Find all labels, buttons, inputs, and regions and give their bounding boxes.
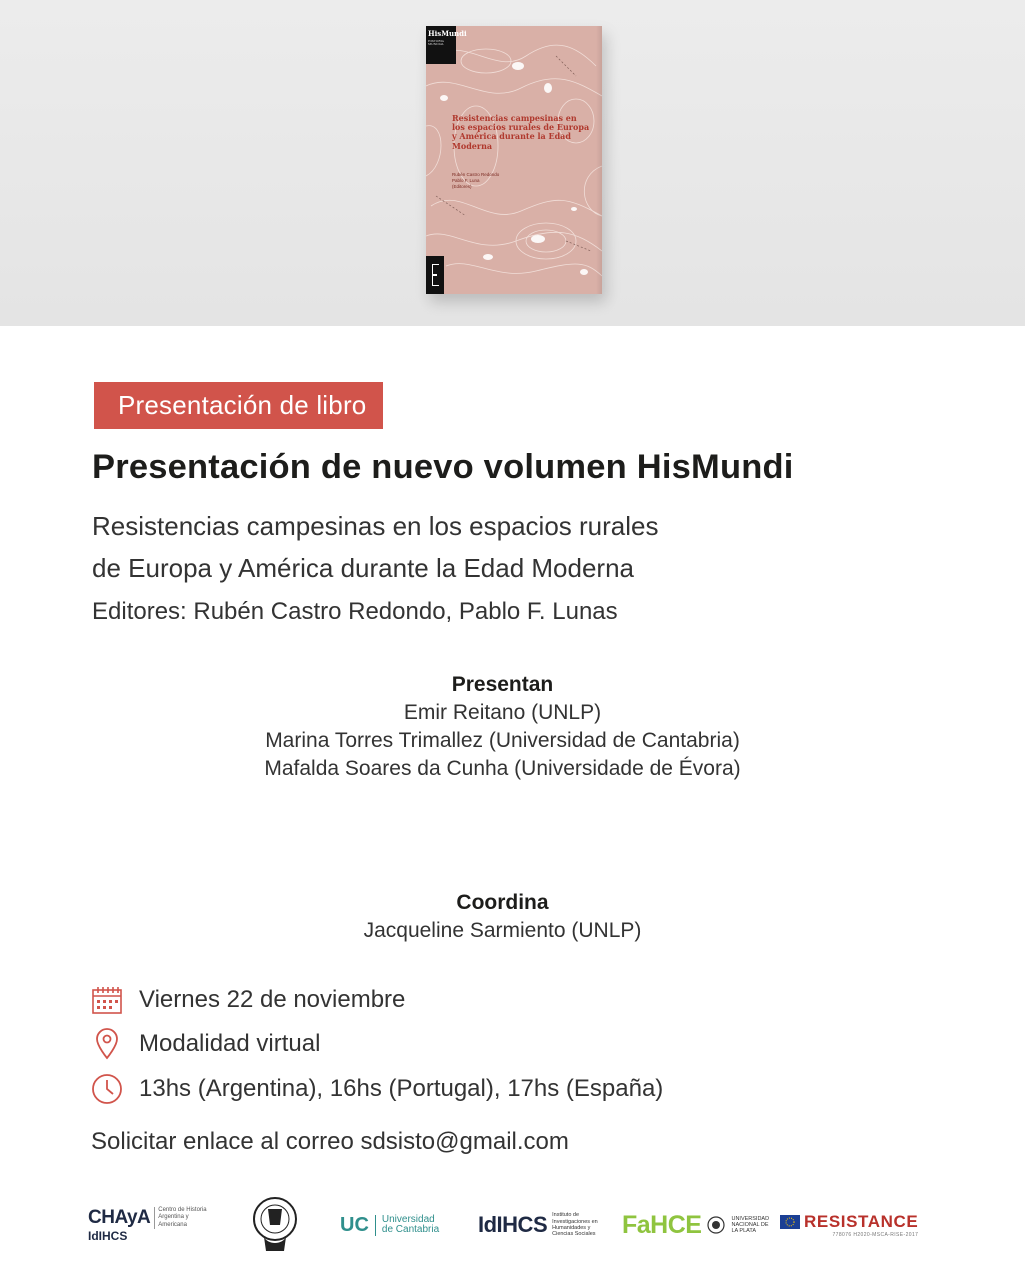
university-seal-logo bbox=[250, 1190, 300, 1260]
coordinator-label: Coordina bbox=[456, 891, 549, 914]
presenter: Mafalda Soares da Cunha (Universidade de Évora) bbox=[264, 757, 741, 780]
subtitle-line: Resistencias campesinas en los espacios rurales bbox=[92, 511, 659, 541]
event-type-badge: Presentación de libro bbox=[94, 382, 383, 429]
request-link-text: Solicitar enlace al correo sdsisto@gmail.com bbox=[91, 1128, 569, 1155]
uc-logo: UC Universidad de Cantabria bbox=[340, 1213, 440, 1236]
book-cover bbox=[426, 26, 602, 294]
presenter: Marina Torres Trimallez (Universidad de Cantabria) bbox=[265, 729, 740, 752]
book-title: Resistencias campesinas en los espacios rurales de Europa y América durante la Edad Moderna bbox=[452, 113, 590, 151]
coordinator: Jacqueline Sarmiento (UNLP) bbox=[363, 919, 642, 942]
book-subtitle bbox=[92, 505, 659, 589]
event-place-row bbox=[90, 1027, 320, 1061]
map-pin-icon bbox=[90, 1027, 124, 1061]
chaya-logo: CHAyA Centro de Historia Argentina y Americana IdIHCS bbox=[88, 1190, 214, 1260]
resistance-logo: RESISTANCE 778076 H2020-MSCA-RISE-2017 bbox=[780, 1190, 918, 1260]
coordinator-block bbox=[0, 889, 1005, 945]
presenters-label: Presentan bbox=[451, 673, 554, 696]
idihcs-logo: IdIHCS Instituto de Investigaciones en Humanidades y Ciencias Sociales bbox=[478, 1212, 598, 1238]
event-date-row bbox=[90, 983, 405, 1017]
subtitle-line: de Europa y América durante la Edad Moderna bbox=[92, 553, 635, 583]
book-editors: Rubén Castro Redondo Pablo F. Luna (Editores) bbox=[452, 172, 500, 190]
event-time-row bbox=[90, 1072, 663, 1106]
page-title: Presentación de nuevo volumen HisMundi bbox=[92, 448, 794, 486]
presenter: Emir Reitano (UNLP) bbox=[403, 701, 602, 724]
calendar-icon bbox=[90, 983, 124, 1017]
sponsor-logos bbox=[0, 1190, 1025, 1260]
editors-line: Editores: Rubén Castro Redondo, Pablo F. Lunas bbox=[92, 598, 618, 625]
event-modality: Modalidad virtual bbox=[139, 1030, 321, 1057]
topographic-pattern bbox=[426, 26, 602, 294]
publisher-logo bbox=[426, 256, 444, 294]
presenters-block bbox=[0, 671, 1005, 783]
event-date: Viernes 22 de noviembre bbox=[139, 986, 406, 1013]
eu-flag-icon bbox=[780, 1215, 800, 1229]
clock-icon bbox=[90, 1072, 124, 1106]
fahce-logo: FaHCE UNIVERSIDAD NACIONAL DE LA PLATA bbox=[622, 1210, 770, 1239]
event-time: 13hs (Argentina), 16hs (Portugal), 17hs (España) bbox=[139, 1075, 664, 1102]
series-logo: HisMundi HISTORIA MUNDIAL bbox=[426, 26, 456, 64]
hero-image bbox=[0, 0, 1025, 326]
